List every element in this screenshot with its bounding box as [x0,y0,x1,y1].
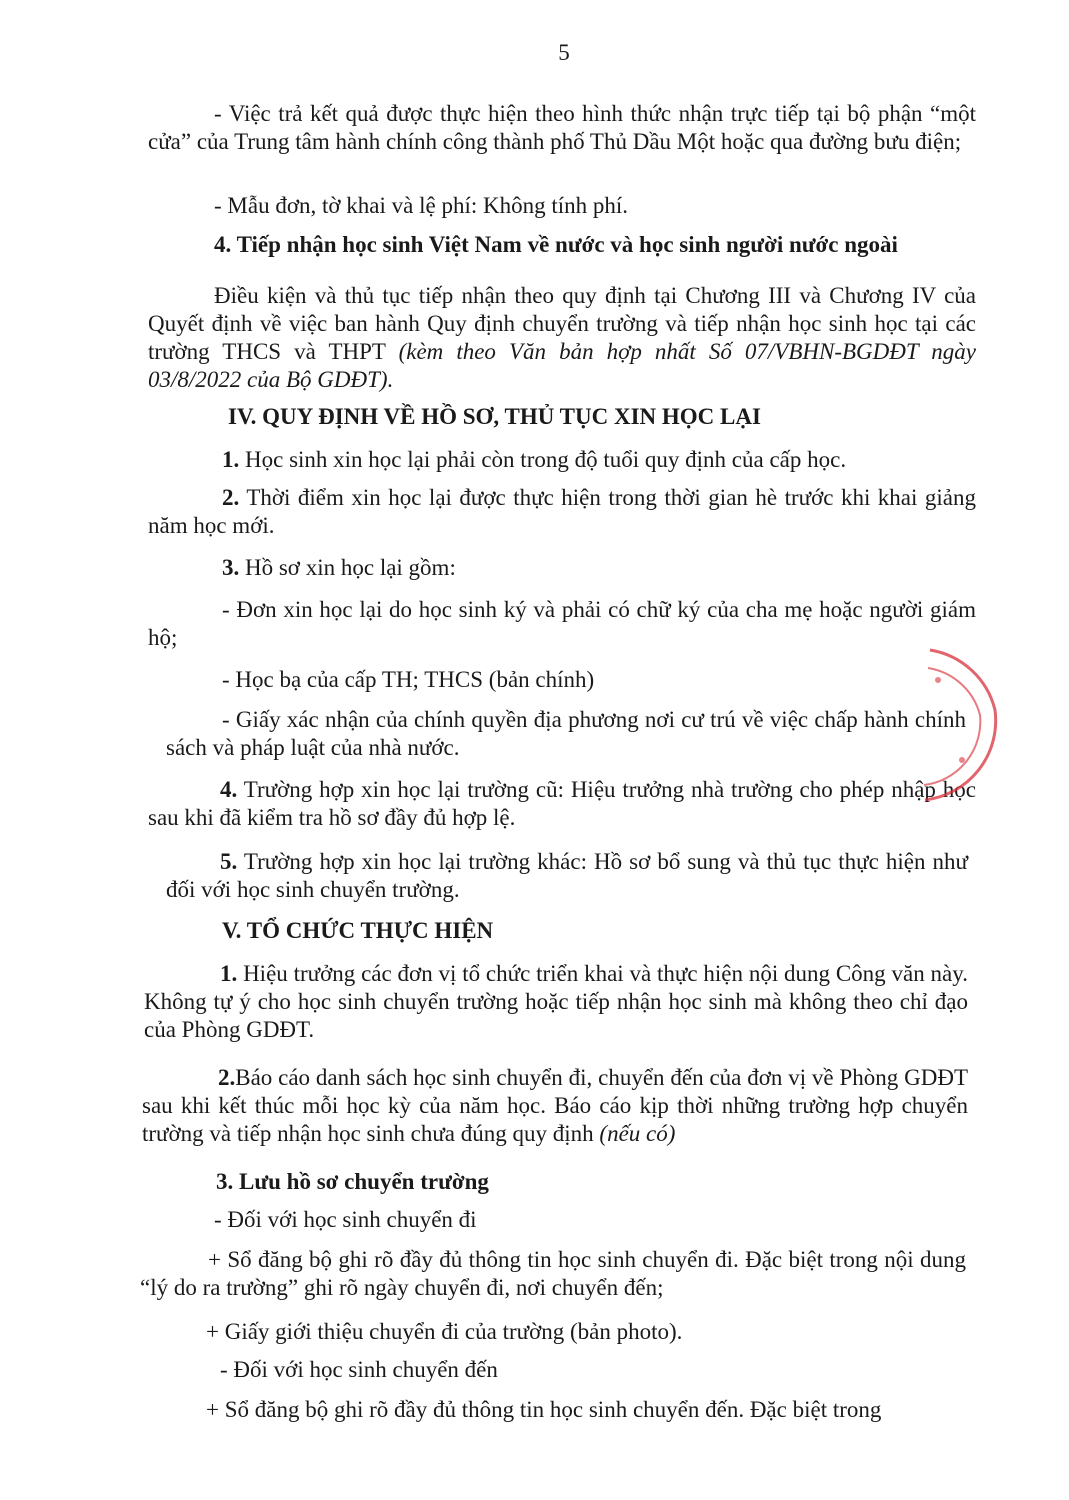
paragraph-IV-4: 4. Trường hợp xin học lại trường cũ: Hiệu trưởng nhà trường cho phép nhập học sau khi đã kiểm tra hồ sơ đầy đủ hợp lệ. [148,777,976,830]
paragraph-IV-3-confirmation: - Giấy xác nhận của chính quyền địa phương nơi cư trú về việc chấp hành chính sách và pháp luật của nhà nước. [166,707,966,760]
paragraph-IV-1: 1. Học sinh xin học lại phải còn trong độ tuổi quy định của cấp học. [222,447,847,472]
page-number: 5 [558,40,570,65]
official-seal-stamp [900,640,1010,820]
paragraph-V-3-incoming-register: + Sổ đăng bộ ghi rõ đầy đủ thông tin học sinh chuyển đến. Đặc biệt trong [206,1397,882,1422]
section-heading-IV: IV. QUY ĐỊNH VỀ HỒ SƠ, THỦ TỤC XIN HỌC LẠI [228,404,761,429]
paragraph-IV-3-application: - Đơn xin học lại do học sinh ký và phải có chữ ký của cha mẹ hoặc người giám hộ; [148,597,976,650]
paragraph-V-2: 2.Báo cáo danh sách học sinh chuyển đi, chuyển đến của đơn vị về Phòng GDĐT sau khi kết thúc mỗi học kỳ của năm học. Báo cáo kịp thời những trường hợp chuyển trường và tiếp nhận học sinh chưa đúng quy định (nếu có) [142,1065,968,1146]
paragraph-V-3-heading: 3. Lưu hồ sơ chuyển trường [216,1169,489,1194]
paragraph-V-3-outgoing: - Đối với học sinh chuyển đi [214,1207,477,1232]
paragraph-fees: - Mẫu đơn, tờ khai và lệ phí: Không tính phí. [214,193,628,218]
paragraph-conditions: Điều kiện và thủ tục tiếp nhận theo quy định tại Chương III và Chương IV của Quyết định về việc ban hành Quy định chuyển trường và tiếp nhận học sinh học tại các trường THCS và THPT (kèm theo Văn bản hợp nhất Số 07/VBHN-BGDĐT ngày 03/8/2022 của Bộ GDĐT). [148,283,977,392]
paragraph-IV-3: 3. Hồ sơ xin học lại gồm: [222,555,456,580]
section-heading-4: 4. Tiếp nhận học sinh Việt Nam về nước và học sinh người nước ngoài [214,232,898,257]
paragraph-V-3-outgoing-register: + Sổ đăng bộ ghi rõ đầy đủ thông tin học sinh chuyển đi. Đặc biệt trong nội dung “lý do ra trường” ghi rõ ngày chuyển đi, nơi chuyển đến; [140,1247,966,1300]
paragraph-result-delivery: - Việc trả kết quả được thực hiện theo hình thức nhận trực tiếp tại bộ phận “một cửa” của Trung tâm hành chính công thành phố Thủ Dầu Một hoặc qua đường bưu điện; [148,101,976,154]
section-heading-V: V. TỔ CHỨC THỰC HIỆN [222,918,494,943]
paragraph-V-3-incoming: - Đối với học sinh chuyển đến [220,1357,498,1382]
paragraph-IV-3-transcript: - Học bạ của cấp TH; THCS (bản chính) [222,667,595,692]
paragraph-V-1: 1. Hiệu trưởng các đơn vị tổ chức triển khai và thực hiện nội dung Công văn này. Không tự ý cho học sinh chuyển trường hoặc tiếp nhận học sinh mà không theo chỉ đạo của Phòng GDĐT. [144,961,968,1042]
paragraph-IV-5: 5. Trường hợp xin học lại trường khác: Hồ sơ bổ sung và thủ tục thực hiện như đối với học sinh chuyển trường. [166,849,968,902]
paragraph-IV-2: 2. Thời điểm xin học lại được thực hiện trong thời gian hè trước khi khai giảng năm học mới. [148,485,976,538]
paragraph-V-3-outgoing-letter: + Giấy giới thiệu chuyển đi của trường (bản photo). [206,1319,683,1344]
